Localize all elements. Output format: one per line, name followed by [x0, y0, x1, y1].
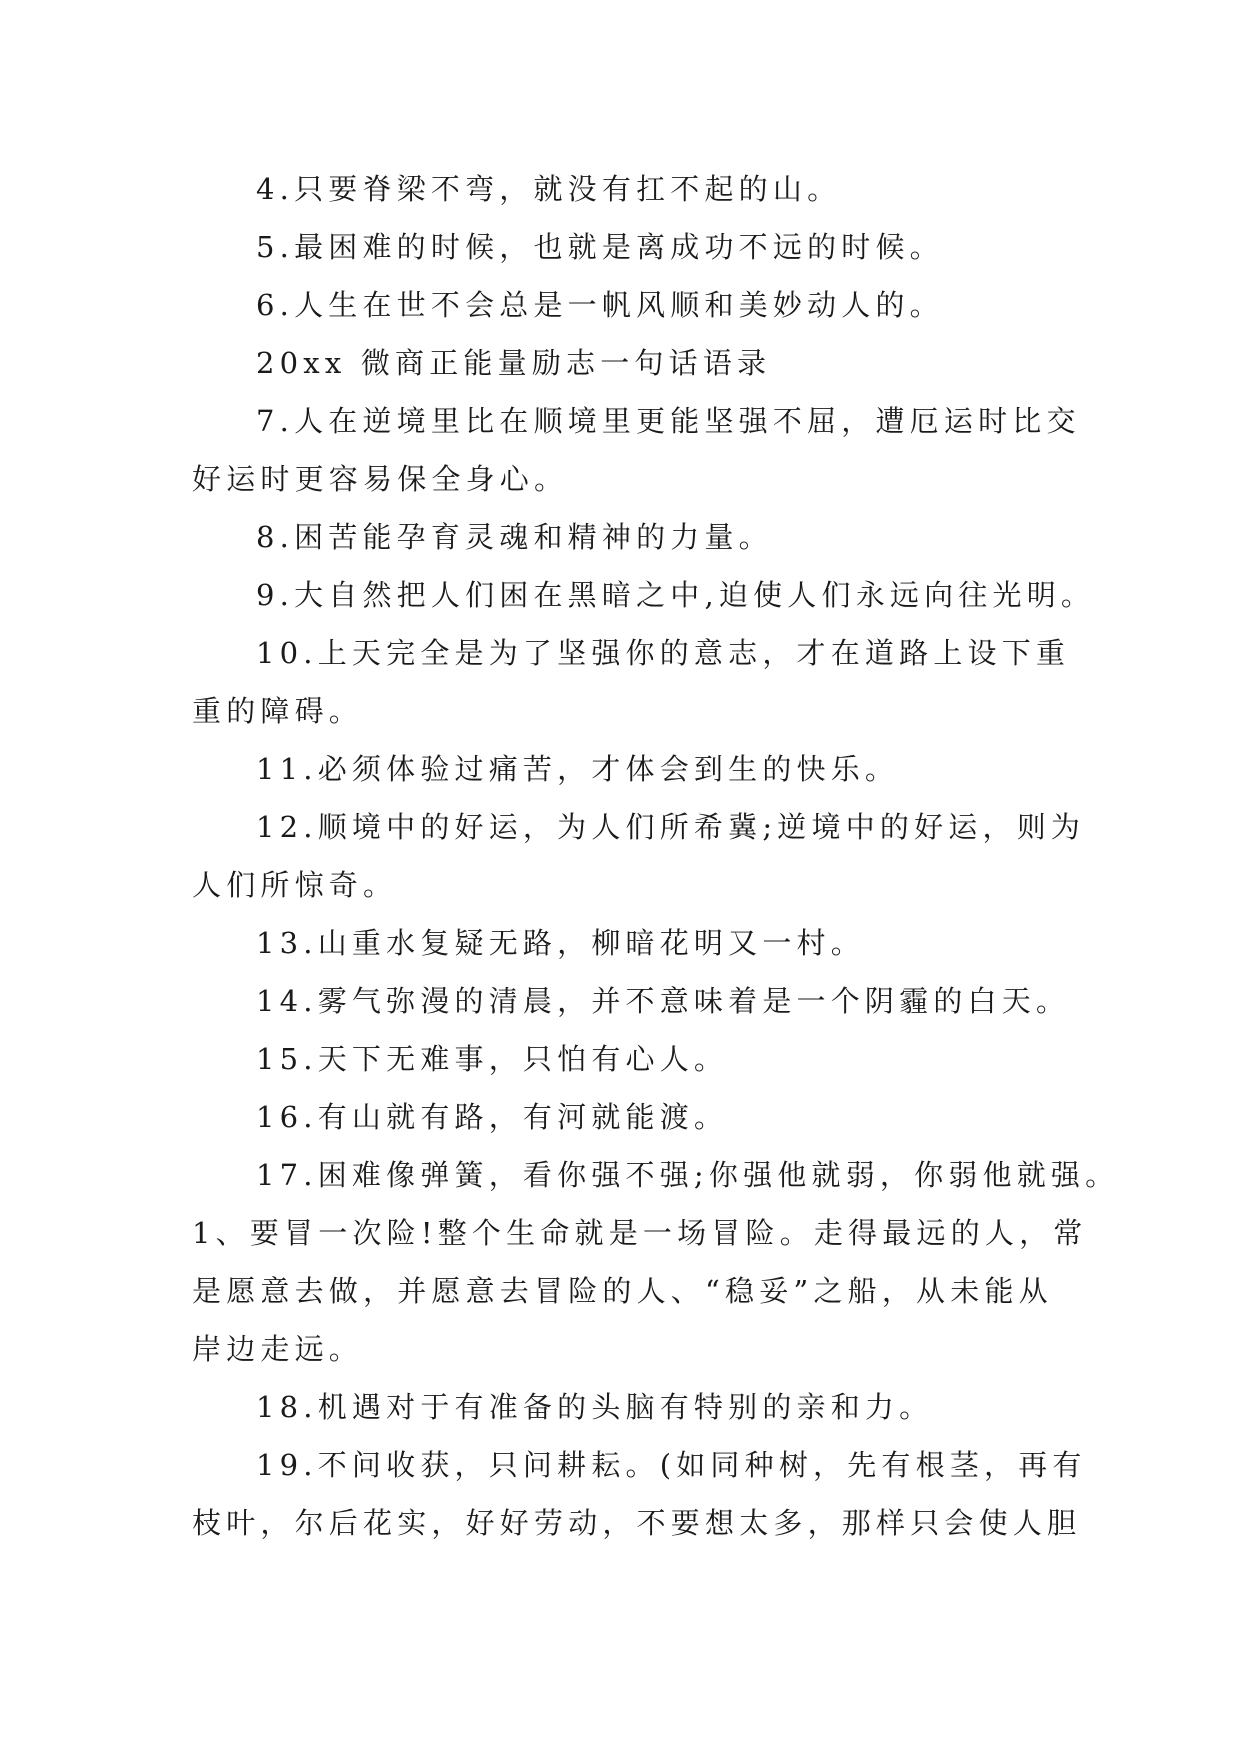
text-line: 18.机遇对于有准备的头脑有特别的亲和力。	[256, 1390, 934, 1424]
text-line: 6.人生在世不会总是一帆风顺和美妙动人的。	[256, 288, 944, 322]
text-line: 10.上天完全是为了坚强你的意志，才在道路上设下重	[256, 636, 1071, 670]
text-line: 7.人在逆境里比在顺境里更能坚强不屈，遭厄运时比交	[256, 404, 1081, 438]
text-line: 16.有山就有路，有河就能渡。	[256, 1100, 729, 1134]
text-line: 1、要冒一次险!整个生命就是一场冒险。走得最远的人，常	[192, 1216, 1088, 1250]
text-line: 4.只要脊梁不弯，就没有扛不起的山。	[256, 172, 842, 206]
text-line: 15.天下无难事，只怕有心人。	[256, 1042, 729, 1076]
text-line: 20xx 微商正能量励志一句话语录	[256, 346, 772, 380]
text-line: 人们所惊奇。	[192, 868, 398, 902]
text-line: 是愿意去做，并愿意去冒险的人、“稳妥”之船，从未能从	[192, 1274, 1053, 1308]
document-body	[192, 160, 1120, 1552]
text-line: 11.必须体验过痛苦，才体会到生的快乐。	[256, 752, 900, 786]
text-line: 17.困难像弹簧，看你强不强;你强他就弱，你弱他就强。	[256, 1158, 1120, 1192]
text-line: 枝叶，尔后花实，好好劳动，不要想太多，那样只会使人胆	[192, 1506, 1082, 1540]
text-line: 重的障碍。	[192, 694, 364, 728]
text-line: 8.困苦能孕育灵魂和精神的力量。	[256, 520, 773, 554]
text-line: 岸边走远。	[192, 1332, 364, 1366]
text-line: 好运时更容易保全身心。	[192, 462, 569, 496]
text-line: 14.雾气弥漫的清晨，并不意味着是一个阴霾的白天。	[256, 984, 1071, 1018]
text-line: 13.山重水复疑无路，柳暗花明又一村。	[256, 926, 865, 960]
text-line: 9.大自然把人们困在黑暗之中,迫使人们永远向往光明。	[256, 578, 1096, 612]
text-line: 12.顺境中的好运，为人们所希冀;逆境中的好运，则为	[256, 810, 1086, 844]
text-line: 5.最困难的时候，也就是离成功不远的时候。	[256, 230, 944, 264]
text-line: 19.不问收获，只问耕耘。(如同种树，先有根茎，再有	[256, 1448, 1087, 1482]
